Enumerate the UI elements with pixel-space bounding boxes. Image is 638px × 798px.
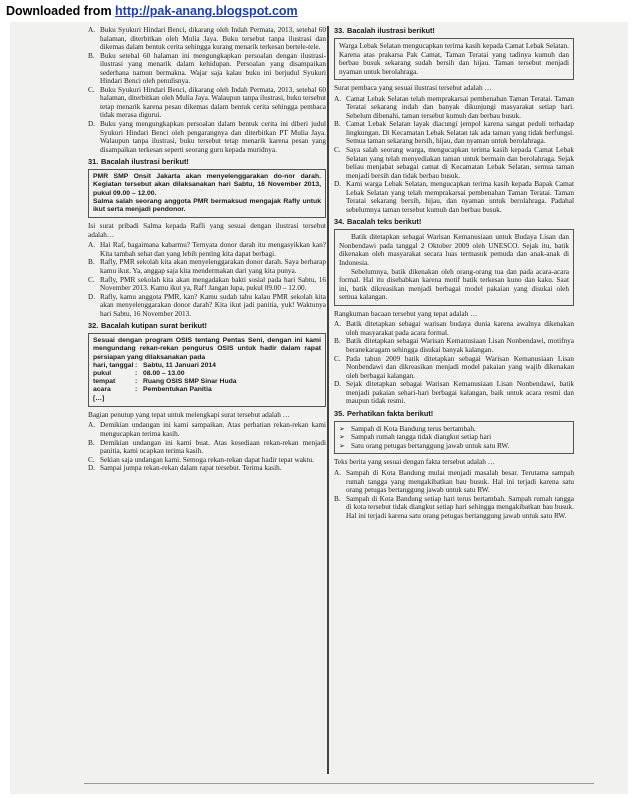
q32-number: 32.	[88, 321, 99, 331]
option-text: Batik ditetapkan sebagai warisan budaya dunia karena awalnya dikenakan oleh masyarakat pada acara formal.	[346, 320, 574, 337]
q30-option-c	[88, 86, 326, 120]
info-value: 08.00 – 13.00	[143, 370, 185, 378]
option-text: Kami warga Lebak Selatan, mengucapkan terima kasih kepada Bapak Camat Lebak Selatan yang telah memprakarsai pembenahan Taman Teratai. Taman Teratai sekarang bersih, hijau, dan nyaman untuk berolahraga. Padahal sebelumnya taman tersebut kumuh dan berbau busuk.	[346, 180, 574, 214]
q31-title: Bacalah ilustrasi berikut!	[101, 157, 189, 167]
info-key: pukul	[93, 370, 112, 378]
option-letter: D.	[88, 292, 96, 301]
option-letter: C.	[334, 354, 341, 363]
q32-option-a	[88, 421, 326, 438]
fact-text: Sampah rumah tangga tidak diangkut setiap hari	[351, 433, 492, 442]
q30-option-a	[88, 26, 326, 52]
option-letter: B.	[334, 120, 341, 129]
page-bottom-rule	[84, 783, 594, 784]
info-value: Ruang OSIS SMP Sinar Huda	[143, 378, 237, 386]
option-letter: B.	[334, 494, 341, 503]
right-column	[334, 26, 574, 520]
info-colon: :	[135, 378, 138, 386]
q31-box-text-2: Salma salah seorang anggota PMR bermaksud mengajak Rafly untuk ikut serta menjadi pendonor.	[93, 197, 321, 214]
fact-text: Sampah di Kota Bandung terus bertambah.	[351, 424, 476, 433]
q34-option-d	[334, 380, 574, 406]
q32-options	[88, 421, 326, 472]
q32-heading	[88, 321, 326, 330]
option-text: Buku setebal 60 halaman ini mengungkapkan persoalan dengan ilustrasi-ilustrasi yang menarik dalam kehidupan. Persoalan yang disampaikan sederhana namun bermakna. Wajar saja kalau buku ini berjudul Syukuri Hindari Benci oleh penulisnya.	[100, 51, 326, 86]
scanned-exam-page	[10, 22, 628, 794]
q32-info-table	[93, 362, 321, 395]
info-row	[93, 378, 321, 386]
q31-option-c	[88, 276, 326, 293]
info-key: hari, tanggal	[93, 361, 134, 369]
option-text: Demikian undangan ini kami buat. Atas kesediaan rekan-rekan menjadi panitia, kami ucapkan terima kasih.	[100, 438, 326, 456]
option-letter: C.	[88, 455, 95, 464]
left-column	[88, 26, 326, 473]
q35-option-b	[334, 495, 574, 521]
q33-option-a	[334, 95, 574, 121]
q33-stem: Surat pembaca yang sesuai ilustrasi tersebut adalah …	[334, 84, 492, 93]
info-value: Sabtu, 11 Januari 2014	[143, 361, 216, 369]
info-row	[93, 386, 321, 394]
option-letter: B.	[88, 258, 95, 267]
option-text: Rafly, kamu anggota PMR, kan? Kamu sudah tahu kalau PMR sekolah kita akan menyelenggarakan donor darah? Kita ikut jadi panitia, yuk! Waktunya hari Sabtu, 16 November 2013.	[100, 292, 326, 318]
q32-option-d	[88, 464, 326, 473]
option-text: Sampai jumpa rekan-rekan dalam rapat tersebut. Terima kasih.	[100, 464, 282, 473]
option-letter: A.	[88, 421, 96, 430]
option-letter: B.	[88, 438, 95, 447]
option-text: Sekian saja undangan kami. Semoga rekan-rekan dapat hadir tepat waktu.	[100, 455, 314, 464]
option-text: Rafly, PMR sekolah kita akan mengadakan bakti sosial pada hari Sabtu, 16 November 2013. Kamu ikut ya, Raf! Jangan lupa, pukul 09.00 – 12.00.	[100, 275, 326, 293]
q35-stem: Teks berita yang sesuai dengan fakta tersebut adalah …	[334, 458, 495, 467]
option-letter: D.	[88, 120, 96, 129]
q33-heading	[334, 26, 574, 35]
info-colon: :	[135, 386, 138, 394]
q31-option-d	[88, 293, 326, 319]
q35-facts-box	[334, 421, 574, 455]
option-letter: D.	[88, 464, 96, 473]
option-letter: D.	[334, 180, 342, 189]
q33-options	[334, 95, 574, 215]
q32-ellipsis: […]	[93, 394, 105, 402]
option-text: Sampah di Kota Bandung mulai menjadi masalah besar. Terutama sampah rumah tangga yang mengakibatkan bau busuk. Hal ini terjadi karena satu orang petugas bertanggung jawab untuk satu RW.	[346, 468, 574, 495]
q34-number: 34.	[334, 217, 345, 227]
option-letter: C.	[334, 146, 341, 155]
q32-option-b	[88, 439, 326, 456]
q30-option-d	[88, 120, 326, 154]
arrow-bullet-icon: ➢	[339, 424, 345, 433]
q35-number: 35.	[334, 408, 345, 418]
q31-option-a	[88, 241, 326, 258]
q34-options	[334, 320, 574, 405]
q34-box-paragraph-2: Sebelumnya, batik dikenakan oleh orang-orang tua dan pada acara-acara formal. Hal itu disebabkan karena motif batik terkesan kuno dan kaku. Saat ini, batik dikreasikan menjadi berbagai model pakaian yang disukai oleh semua kalangan.	[339, 267, 569, 302]
option-letter: A.	[334, 320, 342, 329]
q33-title: Bacalah ilustrasi berikut!	[347, 26, 435, 35]
q33-number: 33.	[334, 26, 345, 35]
q32-option-c	[88, 456, 326, 465]
option-text: Buku Syukuri Hindari Benci, dikarang oleh Indah Permata, 2013, setebal 60 halaman, diterbitkan oleh Mulia Jaya. Walaupun tanpa ilustrasi, buku tersebut tetap menarik karena pesan dikemas dalam bentuk cerita sehingga pembaca tidak merasa digurui.	[100, 85, 326, 120]
option-letter: C.	[88, 275, 95, 284]
info-colon: :	[135, 370, 138, 378]
q31-option-b	[88, 258, 326, 275]
option-text: Sampah di Kota Bandung setiap hari terus bertambah. Sampah rumah tangga di kota tersebut tidak diangkut setiap hari sehingga mengakibatkan bau busuk. Hal ini terjadi karena satu orang petugas bertanggung jawab untuk satu RW.	[346, 494, 574, 520]
option-text: Demikian undangan ini kami sampaikan. Atas perhatian rekan-rekan kami mengucapkan terima kasih.	[100, 421, 326, 438]
option-text: Buku yang mengungkapkan persoalan dalam bentuk cerita ini diberi judul Syukuri Hindari Benci oleh pengarangnya dan diterbitkan PT Mulia Jaya. Walaupun tanpa ilustrasi, buku tersebut tetap menarik karena pesan yang disampaikan terkesan seperti seorang guru kepada muridnya.	[100, 120, 326, 154]
info-colon: :	[135, 361, 138, 369]
option-letter: A.	[334, 468, 342, 477]
q34-option-c	[334, 355, 574, 381]
option-text: Hai Raf, bagaimana kabarmu? Ternyata donor darah itu mengasyikkan kan? Kita tambah sehat dan yang lebih penting kita dapat berbagi.	[100, 241, 326, 258]
info-value: Pembentukan Panitia	[143, 386, 212, 394]
q31-box-text-1: PMR SMP Onsit Jakarta akan menyelenggarakan do-nor darah. Kegiatan tersebut akan dilaksanakan hari Sabtu, 16 November 2013, pukul 09.00 – 12.00.	[93, 173, 321, 197]
column-divider	[327, 26, 329, 774]
q33-option-d	[334, 180, 574, 214]
arrow-bullet-icon: ➢	[339, 441, 345, 450]
q32-stem: Bagian penutup yang tepat untuk melengkapi surat tersebut adalah …	[88, 410, 290, 419]
download-source-header	[6, 4, 298, 18]
q33-box-text: Warga Lebak Selatan mengucapkan terima kasih kepada Camat Lebak Selatan. Karena atas prakarsa Pak Camat, Taman Teratai yang tadinya kumuh dan berbau busuk sekarang sudah bersih dan hijau. Taman tersebut menjadi nyaman untuk berolahraga.	[339, 42, 569, 76]
option-letter: A.	[88, 241, 96, 250]
option-letter: B.	[88, 51, 95, 60]
q35-option-a	[334, 469, 574, 495]
q31-illustration-box	[88, 169, 326, 218]
q32-letter-box	[88, 333, 326, 407]
q35-title: Perhatikan fakta berikut!	[347, 408, 434, 418]
option-letter: A.	[334, 94, 342, 103]
q34-title: Bacalah teks berikut!	[347, 217, 422, 227]
info-key: tempat	[93, 378, 116, 386]
option-text: Buku Syukuri Hindari Benci, dikarang oleh Indah Permata, 2013, setebal 60 halaman, diterbitkan oleh Mulia Jaya. Buku tersebut tanpa ilustrasi dan dikemas dalam bentuk cerita sehingga kurang menarik terkesan bertele-tele.	[100, 26, 326, 52]
source-link[interactable]: http://pak-anang.blogspot.com	[115, 4, 298, 18]
option-text: Camat Lebak Selatan telah memprakarsai pembenahan Taman Teratai. Taman Teratai sekarang indah dan banyak dikunjungi masyarakat setiap hari. Sebelum dibenahi, taman tersebut kumuh dan berbau busuk.	[346, 94, 574, 120]
q30-option-b	[88, 52, 326, 86]
q34-text-box	[334, 229, 574, 305]
option-letter: D.	[334, 380, 342, 389]
q35-options	[334, 469, 574, 520]
fact-bullet	[339, 425, 569, 434]
q34-stem: Rangkuman bacaan tersebut yang tepat adalah …	[334, 309, 478, 318]
q34-option-b	[334, 337, 574, 354]
fact-bullet	[339, 433, 569, 442]
q32-box-text: Sesuai dengan program OSIS tentang Pentas Seni, dengan ini kami mengundang rekan-rekan pengurus OSIS untuk hadir dalam rapat persiapan yang dilaksanakan pada	[93, 337, 321, 361]
fact-bullet	[339, 442, 569, 451]
q31-options	[88, 241, 326, 318]
q30-options	[88, 26, 326, 154]
option-letter: A.	[88, 26, 96, 34]
q31-heading	[88, 157, 326, 166]
info-row	[93, 362, 321, 370]
q31-stem: Isi surat pribadi Salma kepada Rafli yang sesuai dengan ilustrasi tersebut adalah…	[88, 222, 326, 239]
option-letter: B.	[334, 337, 341, 346]
q34-option-a	[334, 320, 574, 337]
header-prefix: Downloaded from	[6, 4, 116, 18]
q34-box-paragraph-1: Batik ditetapkan sebagai Warisan Kemanusiaan untuk Budaya Lisan dan Nonbendawi pada tanggal 2 Oktober 2009 oleh UNESCO. Sejak itu, batik dikenakan oleh masyarakat secara luas termasuk pemuda dan anak-anak di Indonesia.	[339, 233, 569, 268]
option-text: Saya salah seorang warga, mengucapkan terima kasih kepada Camat Lebak Selatan yang telah menyediakan taman untuk bermain dan berolahraga. Sejak beliau menjabat sebagai camat di Kecamatan Lebak Selatan, semua taman menjadi bersih dan tidak berbau busuk.	[346, 146, 574, 180]
q33-option-c	[334, 146, 574, 180]
info-key: acara	[93, 386, 111, 394]
arrow-bullet-icon: ➢	[339, 433, 345, 442]
q35-heading	[334, 409, 574, 418]
fact-text: Satu orang petugas bertanggung jawab untuk satu RW.	[351, 441, 510, 450]
option-letter: C.	[88, 85, 95, 94]
q33-illustration-box	[334, 38, 574, 80]
q33-option-b	[334, 120, 574, 146]
q34-heading	[334, 217, 574, 226]
q32-title: Bacalah kutipan surat berikut!	[101, 321, 207, 331]
option-text: Sejak ditetapkan sebagai Warisan Kemanusiaan Lisan Nonbendawi, batik menjadi pakaian sehari-hari berbagai kalangan, baik untuk acara resmi dan maupun tidak resmi.	[346, 380, 574, 406]
q31-number: 31.	[88, 157, 99, 167]
option-text: Pada tahun 2009 batik ditetapkan sebagai Warisan Kemanusiaan Lisan Nonbendawi dan dikreasikan menjadi model pakaian yang wajib dikenakan oleh berbagai kalangan.	[346, 354, 574, 380]
info-row	[93, 370, 321, 378]
option-text: Batik ditetapkan sebagai Warisan Kemanusiaan Lisan Nonbendawi, motifnya beranekaragam sehingga disukai banyak kalangan.	[346, 337, 574, 354]
option-text: Rafly, PMR sekolah kita akan menyelenggarakan donor darah. Saya berharap kamu ikut. Ya, anggap saja kita mendermakan dari yang kita punya.	[100, 258, 326, 275]
option-text: Camat Lebak Selatan layak diacungi jempol karena sangat peduli terhadap lingkungan. Di Kecamatan Lebak Selatan tak ada taman yang tidak berfungsi. Semua taman sekarang bersih, hijau, dan nyaman untuk berolahraga.	[346, 120, 574, 146]
